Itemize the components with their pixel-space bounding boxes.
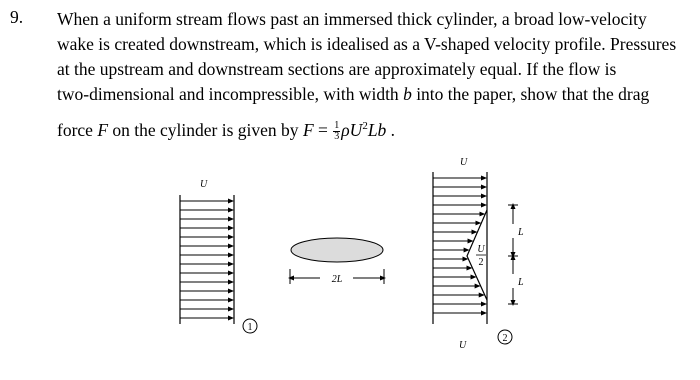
line-4-rest: into the paper, show that the drag [411, 84, 650, 104]
wake-velocity-denominator: 2 [478, 257, 484, 268]
width-variable: b [403, 84, 412, 104]
eq-exponent: 2 [362, 120, 368, 133]
wake-lower-half-label: L [518, 277, 524, 288]
line-4-text: two-dimensional and incompressible, with width [57, 84, 399, 104]
eq-end: . [386, 120, 396, 140]
upstream-velocity-label: U [200, 179, 208, 190]
downstream-bottom-velocity-label: U [459, 340, 467, 351]
line-5-start: force [57, 120, 98, 140]
eq-fraction-denominator: 3 [334, 131, 340, 143]
wake-upper-half-label: L [518, 227, 524, 238]
downstream-top-velocity-label: U [460, 157, 468, 168]
eq-rho: ρ [341, 120, 350, 140]
question-line-1: When a uniform stream flows past an immersed thick cylinder, a broad low-velocity [57, 9, 647, 29]
line-5-middle: on the cylinder is given by [108, 120, 303, 140]
eq-lhs: F [302, 120, 314, 140]
eq-equals: = [313, 120, 333, 140]
upstream-velocity-profile [180, 195, 234, 324]
question-number: 9. [10, 7, 24, 27]
cylinder-width-label: 2L [331, 274, 343, 285]
cylinder-shape [291, 238, 383, 262]
force-variable: F [97, 120, 109, 140]
eq-rest: Lb [367, 120, 387, 140]
upstream-arrow-group [180, 201, 233, 318]
eq-fraction-numerator: 1 [334, 120, 340, 132]
wake-velocity-numerator: U [477, 244, 485, 255]
question-line-3: at the upstream and downstream sections are approximately equal. If the flow is [57, 59, 617, 79]
eq-velocity: U [349, 120, 363, 140]
station-1-label: 1 [247, 322, 253, 333]
station-2-label: 2 [502, 333, 508, 344]
question-line-2: wake is created downstream, which is idealised as a V-shaped velocity profile. Pressures [57, 34, 677, 54]
